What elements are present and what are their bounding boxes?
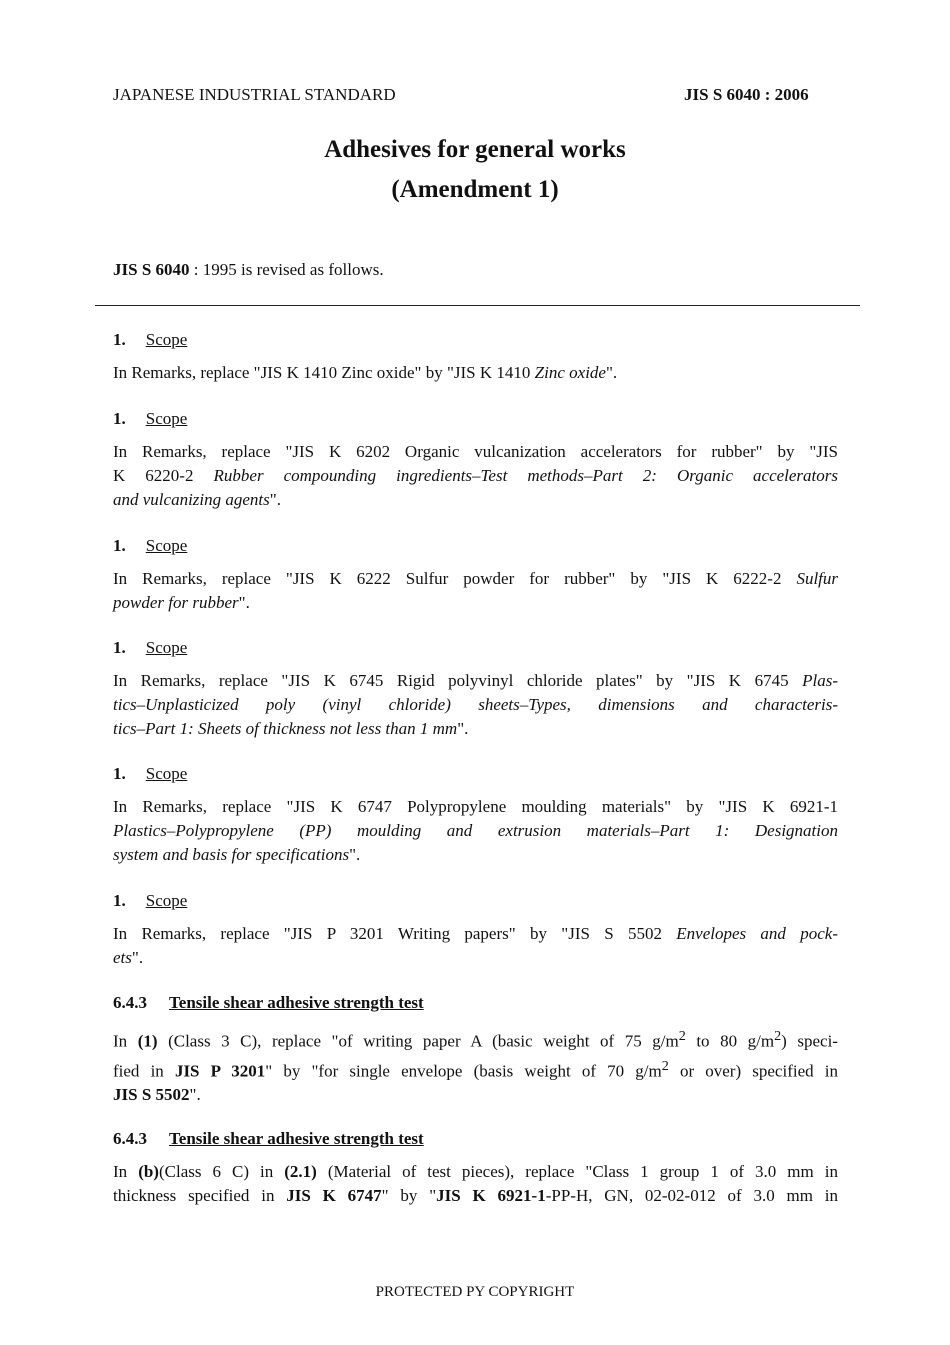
body-italic: Zinc oxide xyxy=(534,363,606,382)
body-text: In xyxy=(113,1031,138,1051)
body-text: In Remarks, replace "JIS K 1410 Zinc oxide" by "JIS K 1410 xyxy=(113,363,535,382)
section-number: 1. xyxy=(113,891,126,910)
section-heading xyxy=(113,762,838,786)
body-italic: Sulfur xyxy=(796,569,838,588)
body-bold: (b) xyxy=(138,1162,159,1181)
body-text: ) speci- xyxy=(781,1031,838,1051)
section-heading xyxy=(113,534,838,558)
body-text: ". xyxy=(189,1085,201,1105)
body-text: " by "for single envelope (basis weight of 70 g/m xyxy=(265,1061,662,1081)
document-title: Adhesives for general works xyxy=(324,136,626,163)
body-bold: JIS S 5502 xyxy=(113,1085,190,1105)
body-line: In Remarks, replace "JIS K 6747 Polypropylene moulding materials" by "JIS K 6921-1 xyxy=(113,797,838,816)
amendment-section xyxy=(113,636,838,741)
section-title: Scope xyxy=(145,764,188,783)
body-italic: powder for rubber xyxy=(113,593,239,612)
divider xyxy=(95,305,860,306)
body-line xyxy=(113,591,838,615)
body-line xyxy=(113,488,838,512)
amendment-section xyxy=(113,889,838,970)
superscript: 2 xyxy=(678,1028,686,1044)
superscript: 2 xyxy=(661,1057,669,1074)
document-series-label: JAPANESE INDUSTRIAL STANDARD xyxy=(113,85,396,104)
body-text: (Material of test pieces), replace "Class 1 group 1 of 3.0 mm in xyxy=(316,1162,838,1181)
body-italic: Envelopes and pock- xyxy=(676,924,838,943)
body-bold: JIS P 3201 xyxy=(174,1061,266,1081)
body-line xyxy=(113,693,838,717)
body-line xyxy=(113,361,838,385)
body-line xyxy=(113,843,838,867)
amendment-section xyxy=(113,762,838,867)
body-text: -PP-H, GN, 02-02-012 of 3.0 mm in xyxy=(545,1186,838,1205)
section-number: 1. xyxy=(113,330,126,349)
body-line xyxy=(113,1184,838,1208)
section-number: 6.4.3 xyxy=(113,993,147,1012)
body-italic: Plastics–Polypropylene (PP) moulding and extrusion materials–Part 1: Designation xyxy=(113,821,838,840)
section-title: Scope xyxy=(145,638,188,657)
body-italic: ets xyxy=(113,948,132,967)
body-line xyxy=(113,1054,838,1084)
body-italic: Plas- xyxy=(802,671,838,690)
body-italic: Rubber compounding ingredients–Test methods–Part 2: Organic accelerators xyxy=(213,466,838,485)
intro-text: : 1995 is revised as follows. xyxy=(189,260,384,279)
body-line xyxy=(113,946,838,970)
section-title: Scope xyxy=(145,330,188,349)
section-body xyxy=(113,669,838,741)
body-text: (Class 6 C) in xyxy=(158,1162,285,1181)
body-line: In Remarks, replace "JIS K 6202 Organic vulcanization accelerators for rubber" by "JIS xyxy=(113,442,838,461)
body-line xyxy=(113,1160,838,1184)
section-number: 1. xyxy=(113,409,126,428)
amendment-section xyxy=(113,991,838,1107)
body-text: ". xyxy=(349,845,361,864)
section-number: 1. xyxy=(113,536,126,555)
section-number: 6.4.3 xyxy=(113,1129,147,1148)
body-text: ". xyxy=(605,363,618,382)
section-title: Scope xyxy=(145,891,188,910)
revision-intro xyxy=(113,260,384,280)
amendment-section xyxy=(113,534,838,615)
body-line xyxy=(113,1024,838,1054)
body-line xyxy=(113,819,838,843)
body-text: (Class 3 C), replace "of writing paper A (basic weight of 75 g/m xyxy=(157,1031,679,1051)
section-heading xyxy=(113,636,838,660)
section-body xyxy=(113,361,838,385)
body-italic: tics–Unplasticized poly (vinyl chloride) sheets–Types, dimensions and characteris- xyxy=(113,695,838,714)
standard-number: JIS S 6040 : 2006 xyxy=(684,85,809,104)
body-italic: system and basis for specifications xyxy=(113,845,350,864)
section-heading xyxy=(113,991,838,1015)
amendment-section xyxy=(113,407,838,512)
section-body xyxy=(113,1160,838,1208)
body-text: fied in xyxy=(113,1061,175,1081)
body-line xyxy=(113,567,838,591)
body-text: thickness specified in xyxy=(113,1186,287,1205)
superscript: 2 xyxy=(774,1028,782,1044)
section-title: Scope xyxy=(145,536,188,555)
section-body xyxy=(113,922,838,970)
body-line xyxy=(113,464,838,488)
section-title: Tensile shear adhesive strength test xyxy=(169,1129,424,1148)
body-text: In Remarks, replace "JIS K 6745 Rigid polyvinyl chloride plates" by "JIS K 6745 xyxy=(113,671,803,690)
body-italic: and vulcanizing agents xyxy=(113,490,270,509)
section-heading xyxy=(113,889,838,913)
body-text: " by " xyxy=(381,1186,437,1205)
body-line xyxy=(113,717,838,741)
body-line xyxy=(113,922,838,946)
body-line xyxy=(113,1083,838,1107)
amendment-section xyxy=(113,328,838,385)
body-text: ". xyxy=(269,490,281,509)
document-subtitle: (Amendment 1) xyxy=(391,176,559,203)
section-heading xyxy=(113,407,838,431)
body-bold: JIS K 6921-1 xyxy=(436,1186,546,1205)
section-heading xyxy=(113,328,838,352)
intro-code: JIS S 6040 xyxy=(113,260,190,279)
section-body xyxy=(113,795,838,867)
body-text: In xyxy=(113,1162,139,1181)
section-number: 1. xyxy=(113,638,126,657)
body-line xyxy=(113,669,838,693)
body-bold: (1) xyxy=(137,1031,158,1051)
section-title: Scope xyxy=(145,409,188,428)
body-text: ". xyxy=(238,593,250,612)
section-body xyxy=(113,567,838,615)
body-text: K 6220-2 xyxy=(113,466,214,485)
body-bold: JIS K 6747 xyxy=(286,1186,382,1205)
body-text: In Remarks, replace "JIS P 3201 Writing papers" by "JIS S 5502 xyxy=(113,924,677,943)
body-italic: tics–Part 1: Sheets of thickness not less than 1 mm xyxy=(113,719,458,738)
section-body xyxy=(113,440,838,512)
section-title: Tensile shear adhesive strength test xyxy=(169,993,424,1012)
section-heading xyxy=(113,1127,838,1151)
amendment-section xyxy=(113,1127,838,1208)
copyright-footer: PROTECTED PY COPYRIGHT xyxy=(375,1284,575,1300)
body-text: ". xyxy=(131,948,144,967)
body-text: In Remarks, replace "JIS K 6222 Sulfur powder for rubber" by "JIS K 6222-2 xyxy=(113,569,797,588)
body-bold: (2.1) xyxy=(284,1162,317,1181)
body-text: to 80 g/m xyxy=(685,1031,775,1051)
section-number: 1. xyxy=(113,764,126,783)
body-text: or over) specified in xyxy=(668,1061,838,1081)
body-text: ". xyxy=(457,719,469,738)
section-body xyxy=(113,1024,838,1107)
